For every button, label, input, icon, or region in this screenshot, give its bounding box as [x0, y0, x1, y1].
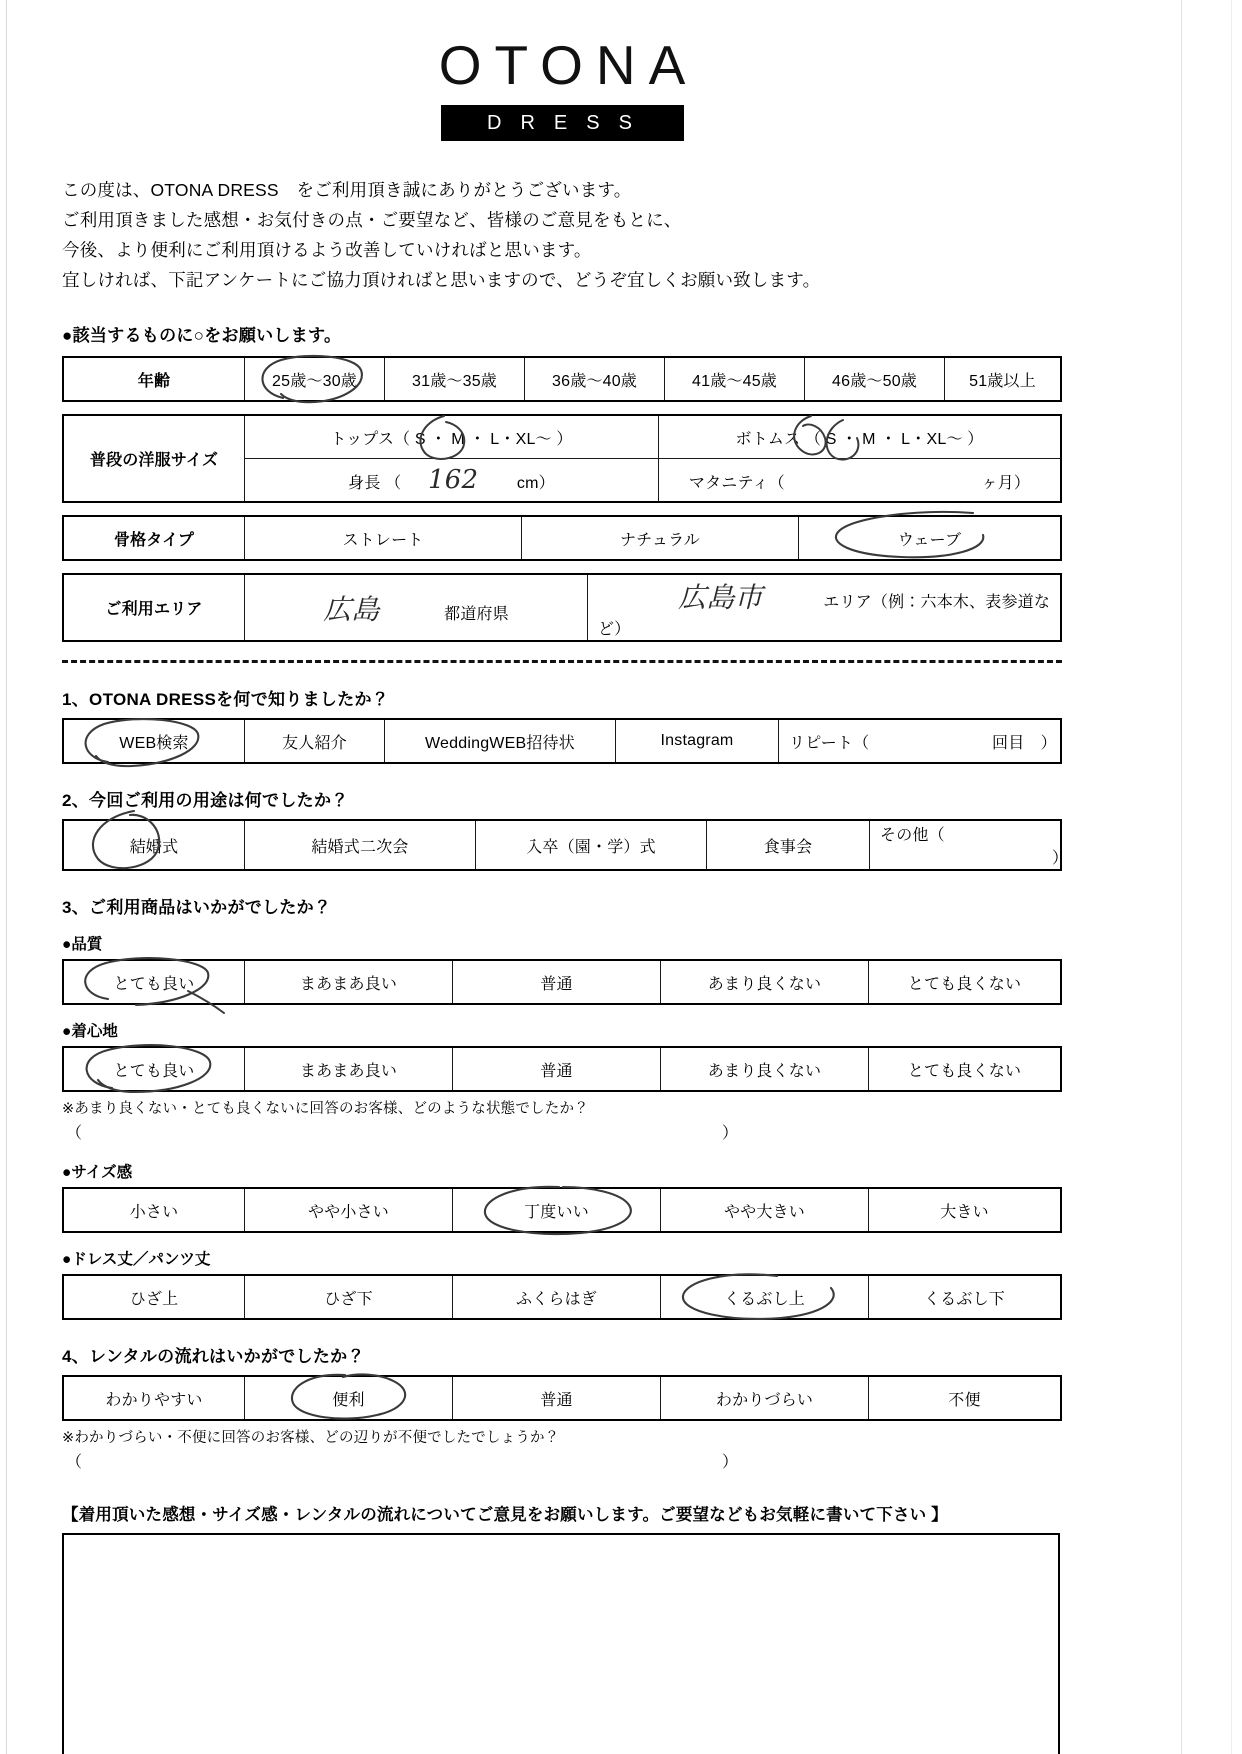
comment-heading: 【着用頂いた感想・サイズ感・レンタルの流れについてご意見をお願いします。ご要望などもお気軽に書いて下さい 】 [62, 1506, 948, 1525]
q1-option-wedding-web[interactable]: WeddingWEB招待状 [385, 719, 616, 763]
q4-option-normal[interactable]: 普通 [453, 1376, 661, 1420]
ink-circle-quality [68, 951, 248, 1013]
tops-size-cell[interactable]: トップス（ S ・ M ・ L・XL〜 ） [245, 415, 659, 459]
prefecture-value: 広島 [323, 592, 380, 626]
clothing-size-table [62, 414, 1062, 503]
age-option-31-35[interactable]: 31歳〜35歳 [385, 357, 525, 401]
q1-option-instagram[interactable]: Instagram [616, 719, 779, 763]
intro-line-1: この度は、OTONA DRESS をご利用頂き誠にありがとうございます。 [62, 180, 632, 200]
table-row [63, 574, 1061, 641]
q1-option-friend[interactable]: 友人紹介 [245, 719, 385, 763]
length-option-above-knee[interactable]: ひざ上 [63, 1275, 245, 1319]
ink-circle-web-search [68, 712, 238, 770]
comfort-option-very-good[interactable]: とても良い [63, 1047, 245, 1091]
logo-otona-text: OTONA [438, 34, 699, 96]
comfort-option-ok-good[interactable]: まあまあ良い [245, 1047, 453, 1091]
quality-option-not-very-good[interactable]: あまり良くない [661, 960, 869, 1004]
q4-answer-line[interactable] [62, 1449, 1062, 1475]
logo-dress-text: DRESS [441, 105, 684, 141]
maternity-unit: ヶ月） [981, 475, 1031, 493]
frame-type-table [62, 515, 1062, 561]
q3-heading: 3、ご利用商品はいかがでしたか？ [62, 898, 332, 918]
ink-circle-length [667, 1270, 857, 1326]
table-row [63, 719, 1061, 763]
age-table [62, 356, 1062, 402]
height-unit: cm） [516, 475, 555, 493]
q4-option-inconvenient[interactable]: 不便 [869, 1376, 1062, 1420]
ink-circle-tops-m [400, 412, 510, 462]
ink-circle-fit [473, 1183, 653, 1239]
quality-option-normal[interactable]: 普通 [453, 960, 661, 1004]
q4-option-confusing[interactable]: わかりづらい [661, 1376, 869, 1420]
frame-type-label: 骨格タイプ [63, 516, 245, 560]
q4-note: ※わかりづらい・不便に回答のお客様、どの辺りが不便でしたでしょうか？ [62, 1430, 560, 1447]
q2-option-after-party[interactable]: 結婚式二次会 [245, 820, 476, 870]
q4-answer-close: ） [722, 1454, 739, 1472]
fit-option-slightly-small[interactable]: やや小さい [245, 1188, 453, 1232]
maternity-value [789, 465, 981, 495]
q4-answer-open: （ [66, 1454, 83, 1472]
quality-option-very-bad[interactable]: とても良くない [869, 960, 1062, 1004]
q1-option-web-search[interactable]: WEB検索 [63, 719, 245, 763]
height-value: 162 [428, 465, 479, 496]
profile-instruction: ●該当するものに○をお願いします。 [62, 326, 342, 346]
maternity-cell[interactable] [659, 459, 1062, 503]
q3-quality-table [62, 959, 1062, 1005]
area-detail-cell[interactable] [588, 574, 1062, 641]
maternity-label: マタニティ（ [688, 475, 785, 493]
q2-other-open: その他（ [880, 827, 945, 845]
scan-edge-right-outer [1231, 0, 1232, 1754]
q1-table [62, 718, 1062, 764]
q2-table [62, 819, 1069, 871]
fit-option-just-right[interactable]: 丁度いい [453, 1188, 661, 1232]
intro-line-3: 今後、より便利にご利用頂けるよう改善していければと思います。 [62, 240, 592, 261]
table-row [63, 820, 1061, 870]
brand-logo [62, 0, 1062, 141]
intro-line-2: ご利用頂きました感想・お気付きの点・ご要望など、皆様のご意見をもとに、 [62, 210, 682, 231]
q3-length-table [62, 1274, 1062, 1320]
q3-comfort-answer-open: （ [66, 1125, 83, 1143]
q1-repeat-open: リピート（ [789, 734, 870, 752]
ink-circle-wave [823, 509, 1013, 565]
table-row [63, 960, 1061, 1004]
age-option-46-50[interactable]: 46歳〜50歳 [805, 357, 945, 401]
table-row [63, 415, 1061, 459]
q4-option-easy[interactable]: わかりやすい [63, 1376, 245, 1420]
q3-comfort-note: ※あまり良くない・とても良くないに回答のお客様、どのような状態でしたか？ [62, 1101, 589, 1118]
q3-comfort-label: ●着心地 [62, 1023, 118, 1041]
q4-option-convenient[interactable]: 便利 [245, 1376, 453, 1420]
age-label: 年齢 [63, 357, 245, 401]
scan-edge-left [6, 0, 7, 1754]
q1-repeat-close: 回目 ） [992, 734, 1057, 752]
q1-heading: 1、OTONA DRESSを何で知りましたか？ [62, 690, 390, 710]
height-label: 身長 （ [348, 475, 402, 493]
fit-option-slightly-large[interactable]: やや大きい [661, 1188, 869, 1232]
table-row [63, 1047, 1061, 1091]
ink-circle-age [247, 352, 383, 404]
age-option-51-plus[interactable]: 51歳以上 [945, 357, 1062, 401]
clothing-size-label: 普段の洋服サイズ [63, 415, 245, 502]
fit-option-large[interactable]: 大きい [869, 1188, 1062, 1232]
table-row [63, 516, 1061, 560]
length-option-above-ankle[interactable]: くるぶし上 [661, 1275, 869, 1319]
fit-option-small[interactable]: 小さい [63, 1188, 245, 1232]
intro-line-4: 宜しければ、下記アンケートにご協力頂ければと思いますので、どうぞ宜しくお願い致します。 [62, 270, 821, 291]
q3-quality-label: ●品質 [62, 936, 103, 954]
quality-option-very-good[interactable]: とても良い [63, 960, 245, 1004]
quality-option-ok-good[interactable]: まあまあ良い [245, 960, 453, 1004]
q3-comfort-answer-close: ） [722, 1125, 739, 1143]
area-table [62, 573, 1062, 642]
q1-option-repeat[interactable] [779, 719, 1062, 763]
q3-fit-label: ●サイズ感 [62, 1164, 133, 1182]
table-row [63, 1376, 1061, 1420]
table-row [63, 357, 1061, 401]
scan-edge-right [1181, 0, 1182, 1754]
age-option-36-40[interactable]: 36歳〜40歳 [525, 357, 665, 401]
table-row [63, 1188, 1061, 1232]
height-cell[interactable] [245, 459, 659, 503]
prefecture-suffix: 都道府県 [444, 605, 509, 623]
comment-textarea[interactable] [62, 1533, 1060, 1754]
frame-type-option-straight[interactable]: ストレート [245, 516, 522, 560]
area-value: 広島市 [678, 581, 763, 615]
q2-option-wedding[interactable]: 結婚式 [63, 820, 245, 870]
q3-fit-table [62, 1187, 1062, 1233]
q3-length-label: ●ドレス丈／パンツ丈 [62, 1251, 211, 1269]
age-option-25-30[interactable]: 25歳〜30歳 [245, 357, 385, 401]
q4-table [62, 1375, 1062, 1421]
q2-option-other[interactable] [870, 820, 1069, 870]
length-option-below-ankle[interactable]: くるぶし下 [869, 1275, 1062, 1319]
dashed-separator [62, 660, 1062, 663]
area-label: ご利用エリア [63, 574, 245, 641]
length-option-below-knee[interactable]: ひざ下 [245, 1275, 453, 1319]
intro-paragraph [62, 175, 1062, 295]
bottoms-size-cell[interactable]: ボトムス （ S ・ M ・ L・XL〜 ） [659, 415, 1062, 459]
comfort-option-normal[interactable]: 普通 [453, 1047, 661, 1091]
q4-heading: 4、レンタルの流れはいかがでしたか？ [62, 1347, 365, 1367]
comfort-option-very-bad[interactable]: とても良くない [869, 1047, 1062, 1091]
q2-option-ceremony[interactable]: 入卒（園・学）式 [476, 820, 707, 870]
q3-comfort-table [62, 1046, 1062, 1092]
age-option-41-45[interactable]: 41歳〜45歳 [665, 357, 805, 401]
frame-type-option-natural[interactable]: ナチュラル [522, 516, 799, 560]
area-suffix: エリア（例：六本木、表参道など） [598, 594, 1051, 639]
ink-circle-comfort [68, 1036, 248, 1100]
comfort-option-not-very-good[interactable]: あまり良くない [661, 1047, 869, 1091]
prefecture-cell[interactable] [245, 574, 588, 641]
table-row [63, 1275, 1061, 1319]
q2-option-dinner[interactable]: 食事会 [707, 820, 870, 870]
ink-circle-q4 [279, 1367, 429, 1427]
q2-other-close: ） [1052, 850, 1069, 868]
q3-comfort-answer-line[interactable] [62, 1120, 1062, 1146]
frame-type-option-wave[interactable]: ウェーブ [799, 516, 1062, 560]
length-option-calf[interactable]: ふくらはぎ [453, 1275, 661, 1319]
q2-heading: 2、今回ご利用の用途は何でしたか？ [62, 791, 349, 811]
ink-circle-wedding [74, 807, 224, 873]
